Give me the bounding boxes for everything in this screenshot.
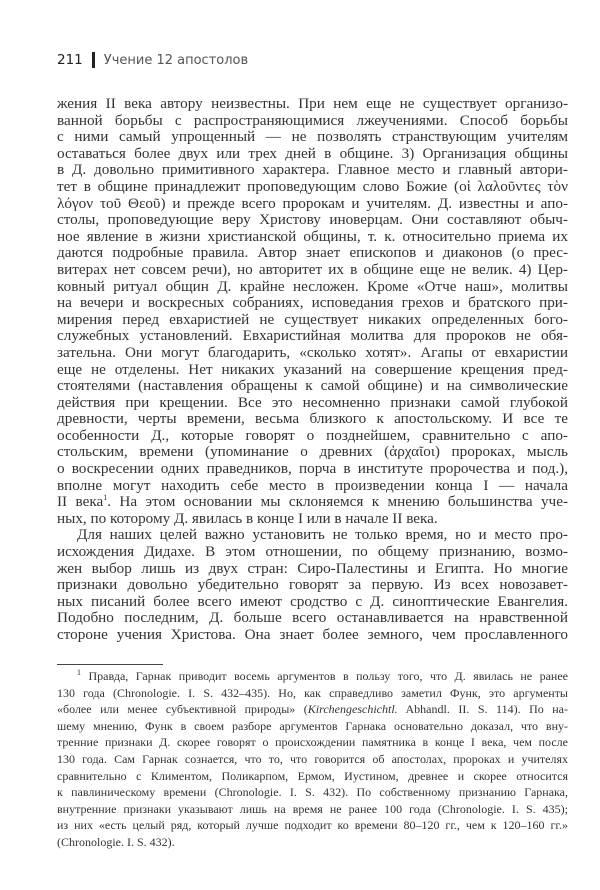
text: Правда, Гарнак приводит восемь аргументов в пользу того, что Д. явилась не ранее (88, 669, 569, 683)
text-line: ных писаний более всего имеют сродство с Д. синоптические Евангелия. (57, 592, 568, 610)
text-line: к павлиническому времени (Chronologie. I. S. 432). По собственному признанию Гарнака, (57, 785, 568, 800)
footnote-line (57, 670, 568, 687)
paragraph-1 (57, 96, 568, 494)
footnote-line: 130 года (Chronologie. I. S. 432–435). Но, как справедливо заметил Функ, это аргументы (57, 685, 568, 700)
text-line: оставаться более двух или трех дней в общине. 3) Организация общины (57, 144, 568, 162)
text-line: витерах нет совсем речи), но авторитет их в общине еще не велик. 4) Цер- (57, 260, 568, 278)
paragraph-2 (57, 527, 568, 643)
footnote-number: 1 (77, 668, 81, 677)
text-line: еще не отделены. Нет никаких указаний на совершение крещения пред- (57, 360, 568, 378)
text: II века (57, 493, 104, 511)
text-line: даются подробные правила. Автор знает епископов и диаконов (о прес- (57, 244, 568, 262)
text-line: зательна. Они могут благодарить, «сколько хотят». Агапы от евхаристии (57, 343, 568, 361)
text-line: тет в общине принадлежит проповедующим слово Божие (οἱ λαλοῦντες τὸν (57, 177, 568, 195)
text-line: стоятелями (наставления обращены к самой общине) и на символические (57, 377, 568, 395)
footnote (57, 670, 568, 853)
footnote-rule (57, 664, 163, 665)
text-line: исхождения Дидахе. В этом отношении, по общему признанию, возмо- (57, 543, 568, 561)
text-line: древности, черты времени, весьма близкого к апостольскому. И все те (57, 410, 568, 428)
text: «более или менее субъективной природы» ( (57, 702, 308, 717)
italic-title: Kirchengeschichtl. (307, 702, 398, 717)
text-line: тренние признаки Д. скорее говорят о происхождении памятника в конце I века, чем после (57, 735, 568, 750)
text-line: 130 года. Сам Гарнак сознается, что то, что говорится об апостолах, пророках и учителях (57, 751, 568, 766)
body-line: ных, по которому Д. явилась в конце I или в начале II века. (57, 509, 438, 527)
text-line: мирения перед евхаристией не существует никаких определенных бого- (57, 310, 568, 328)
text-line: вполне могут находить себе место в произведении конца I — начала (57, 476, 568, 494)
header-divider (92, 52, 95, 68)
text-line: λόγον τοῦ Θεοῦ) и прежде всего пророкам и учителям. Д. известны и апо- (57, 194, 568, 212)
text-line: Для наших целей важно установить не только время, но и место про- (77, 526, 568, 544)
page-number: 211 (57, 52, 83, 68)
text-line: жен выбор лишь из двух стран: Сиро-Палестины и Египта. Но многие (57, 559, 568, 577)
footnote-line (57, 703, 568, 720)
text-line: жения II века автору неизвестны. При нем еще не существует организо- (57, 95, 568, 112)
footnote-ref[interactable]: 1 (103, 493, 108, 503)
text: . На этом основании мы склоняемся к мнению большинства уче- (107, 493, 568, 511)
body-text (57, 96, 568, 644)
text-line: ванной борьбы с распространяющимися лжеучениями. Способ борьбы (57, 111, 568, 129)
text-line: служебных установлений. Евхаристийная молитва для пророков не обя- (57, 327, 568, 345)
text-line: сравнительно с Климентом, Поликарпом, Ермом, Иустином, древнее и скорее относится (57, 768, 568, 783)
text-line: действия при крещении. Все это несомненно признаки самой глубокой (57, 393, 568, 411)
footnote-line: (Chronologie. I. S. 432). (57, 834, 175, 849)
text-line: столы, проповедующие веру Христову иноверцам. Они составляют обыч- (57, 211, 568, 229)
text-line: в Д. довольно примитивного характера. Главное место и главный автори- (57, 161, 568, 179)
text-line: стольским, времени (упоминание о древних (ἀρχαῖοι) пророках, мысль (57, 443, 568, 461)
body-line (57, 494, 568, 511)
text-line: ное явление в жизни христианской общины, т. к. относительно приема их (57, 227, 568, 245)
text-line: признаки довольно убедительно говорят за первую. Из всех новозавет- (57, 576, 568, 594)
text-line: с ними самый упрощенный — не позволять странствующим учителям (57, 128, 568, 146)
text-line: ковный ритуал общин Д. крайне несложен. Кроме «Отче наш», молитвы (57, 277, 568, 295)
text-line: особенности Д., которые говорят о позднейшем, сравнительно с апо- (57, 426, 568, 444)
text-line: на вечери и воскресных собраниях, исповедания грехов и братского при- (57, 294, 568, 312)
footnote-rest (57, 720, 568, 836)
text-line: шему мнению, Функ в своем разборе аргументов Гарнака основательно доказал, что вну- (57, 718, 568, 733)
running-header (57, 52, 248, 68)
text-line: из них «есть целый ряд, который лучше подходит ко времени 80–120 гг., чем к 120–160 гг.» (57, 818, 568, 833)
text-line: Подобно последним, Д. больше всего останавливается на нравственной (57, 609, 568, 627)
running-title: Учение 12 апостолов (103, 52, 249, 68)
text: Abhandl. II. S. 114). По на- (397, 702, 568, 717)
text-line: о воскресении одних праведников, порча в институте пророчества и под.), (57, 460, 568, 478)
text-line: внутренние признаки указывают лишь на время не ранее 100 года (Chronologie. I. S. 435); (57, 801, 568, 816)
text-line: стороне учения Христова. Она знает более земного, чем прославленного (57, 626, 568, 643)
